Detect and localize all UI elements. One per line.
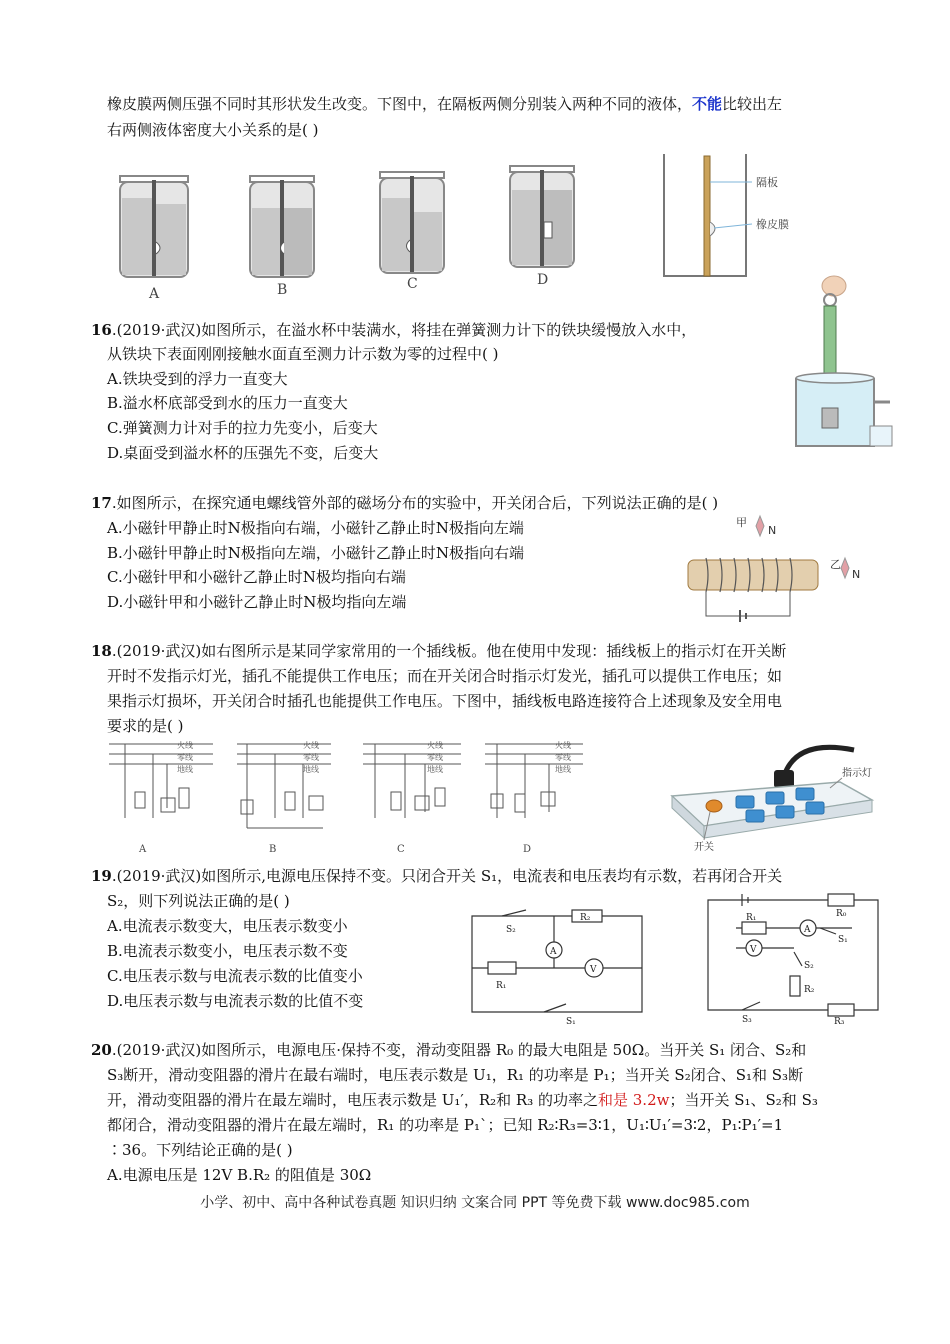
q20-line5: ∶36。下列结论正确的是( ) bbox=[107, 1141, 293, 1159]
ammeter-a-2: A bbox=[804, 925, 811, 935]
circuit-label-a: A bbox=[139, 844, 147, 855]
q15-line1: 橡皮膜两侧压强不同时其形状发生改变。下图中，在隔板两侧分别装入两种不同的液体，不能比较出左 bbox=[107, 95, 783, 113]
wire-label-live-a: 火线 bbox=[177, 741, 193, 750]
label-s1-2: S₁ bbox=[838, 935, 848, 945]
spring-scale bbox=[824, 306, 836, 376]
q18-line1: 18.(2019·武汉)如右图所示是某同学家常用的一个插线板。他在使用中发现：插线板上的指示灯在开关断 bbox=[91, 642, 787, 660]
q19-option-b: B.电流表示数变小，电压表示数不变 bbox=[107, 942, 348, 960]
q16-option-d: D.桌面受到溢水杯的压强先不变，后变大 bbox=[107, 444, 379, 462]
circuit-label-b: B bbox=[269, 844, 277, 855]
q20-line2: S₃断开，滑动变阻器的滑片在最右端时，电压表示数是 U₁，R₁ 的功率是 P₁；当开关 S₂闭合、S₁和 S₃断 bbox=[107, 1066, 804, 1084]
wire-label-ground-c: 地线 bbox=[427, 765, 443, 774]
q16-option-c: C.弹簧测力计对手的拉力先变小，后变大 bbox=[107, 419, 378, 437]
label-switch: 开关 bbox=[694, 842, 714, 852]
label-yi: 乙 bbox=[830, 558, 841, 571]
beaker-label-a: A bbox=[149, 286, 160, 300]
q19-circuit-1 bbox=[462, 908, 652, 1026]
q15-partition-figure bbox=[660, 152, 800, 282]
wire-label-neutral-a: 零线 bbox=[177, 753, 193, 762]
q17-option-b: B.小磁针甲静止时N极指向左端，小磁针乙静止时N极指向右端 bbox=[107, 544, 525, 562]
q20-options: A.电源电压是 12V B.R₂ 的阻值是 30Ω bbox=[107, 1166, 372, 1184]
wire-label-live-c: 火线 bbox=[427, 741, 443, 750]
q18-circuit-figure bbox=[105, 738, 625, 858]
beaker-d bbox=[510, 166, 574, 267]
q17-solenoid-figure bbox=[680, 512, 870, 632]
label-s3: S₃ bbox=[742, 1015, 752, 1024]
iron-block bbox=[822, 408, 838, 428]
q17-line1: 17.如图所示，在探究通电螺线管外部的磁场分布的实验中，开关闭合后，下列说法正确的是( ) bbox=[91, 494, 719, 512]
beaker-label-b: B bbox=[277, 282, 288, 298]
small-beaker bbox=[870, 426, 892, 446]
q18-line2: 开时不发指示灯光，插孔不能提供工作电压；而在开关闭合时指示灯发光，插孔可以提供工作电压；如 bbox=[107, 667, 783, 685]
wire-label-live-b: 火线 bbox=[303, 741, 319, 750]
q18-line4: 要求的是( ) bbox=[107, 717, 184, 735]
q19-line1: 19.(2019·武汉)如图所示,电源电压保持不变。只闭合开关 S₁，电流表和电压表均有示数，若再闭合开关 bbox=[91, 867, 783, 885]
wire-label-live-d: 火线 bbox=[555, 741, 571, 750]
wire-label-ground-a: 地线 bbox=[177, 765, 193, 774]
q19-option-d: D.电压表示数与电流表示数的比值不变 bbox=[107, 992, 364, 1010]
label-r2: R₂ bbox=[580, 913, 591, 923]
label-s2: S₂ bbox=[506, 925, 516, 935]
switch-button bbox=[706, 800, 722, 812]
beaker-a bbox=[120, 176, 188, 277]
wire-label-neutral-c: 零线 bbox=[427, 753, 443, 762]
label-r2-2: R₂ bbox=[804, 985, 815, 995]
q16-option-a: A.铁块受到的浮力一直变大 bbox=[107, 370, 288, 388]
label-r3: R₃ bbox=[834, 1017, 845, 1024]
q17-option-a: A.小磁针甲静止时N极指向右端，小磁针乙静止时N极指向左端 bbox=[107, 519, 524, 537]
circuit-label-d: D bbox=[523, 844, 532, 855]
label-indicator: 指示灯 bbox=[842, 768, 872, 779]
label-s2-2: S₂ bbox=[804, 961, 814, 971]
ammeter-a: A bbox=[550, 947, 557, 957]
q17-option-d: D.小磁针甲和小磁针乙静止时N极均指向左端 bbox=[107, 593, 407, 611]
label-r1: R₁ bbox=[496, 981, 507, 991]
q20-line3: 开，滑动变阻器的滑片在最左端时，电压表示数是 U₁′，R₂和 R₃ 的功率之和是 3.2w；当开关 S₁、S₂和 S₃ bbox=[107, 1091, 818, 1109]
label-jia: 甲 bbox=[736, 516, 747, 529]
q16-line2: 从铁块下表面刚刚接触水面直至测力计示数为零的过程中( ) bbox=[107, 345, 499, 363]
emphasis-not: 不能 bbox=[692, 95, 723, 113]
circuit-c bbox=[363, 744, 461, 818]
circuit-label-c: C bbox=[397, 844, 405, 855]
q18-line3: 果指示灯损坏，开关闭合时插孔也能提供工作电压。下图中，插线板电路连接符合上述现象及安全用电 bbox=[107, 692, 783, 710]
q17-option-c: C.小磁针甲和小磁针乙静止时N极均指向右端 bbox=[107, 568, 406, 586]
wire-label-ground-b: 地线 bbox=[303, 765, 319, 774]
q20-line1: 20.(2019·武汉)如图所示，电源电压·保持不变，滑动变阻器 R₀ 的最大电阻是 50Ω。当开关 S₁ 闭合、S₂和 bbox=[91, 1041, 807, 1059]
label-membrane: 橡皮膜 bbox=[756, 218, 789, 231]
plug bbox=[774, 770, 794, 788]
q19-circuit-2 bbox=[702, 892, 884, 1024]
beaker-b bbox=[250, 176, 314, 277]
q19-option-a: A.电流表示数变大，电压表示数变小 bbox=[107, 917, 348, 935]
hand bbox=[822, 276, 846, 296]
q16-option-b: B.溢水杯底部受到水的压力一直变大 bbox=[107, 394, 348, 412]
compass-needle-jia bbox=[756, 516, 764, 536]
circuit-a bbox=[109, 744, 213, 818]
power-sum-highlight: 和是 3.2w bbox=[597, 1091, 670, 1109]
wire-label-neutral-d: 零线 bbox=[555, 753, 571, 762]
label-n-jia: N bbox=[768, 524, 777, 537]
beaker-c bbox=[380, 172, 444, 273]
beaker-label-d: D bbox=[537, 272, 549, 288]
label-partition: 隔板 bbox=[756, 176, 778, 189]
q15-line2: 右两侧液体密度大小关系的是( ) bbox=[107, 121, 319, 139]
label-s1: S₁ bbox=[566, 1017, 576, 1026]
beaker-label-c: C bbox=[407, 276, 418, 292]
q20-line4: 都闭合，滑动变阻器的滑片在最左端时，R₁ 的功率是 P₁`；已知 R₂∶R₃=3∶1，U₁∶U₁′=3∶2，P₁∶P₁′=1 bbox=[107, 1116, 784, 1134]
wire-label-neutral-b: 零线 bbox=[303, 753, 319, 762]
label-n-yi: N bbox=[852, 568, 861, 581]
label-r0: R₀ bbox=[836, 909, 847, 919]
q16-line1: 16.(2019·武汉)如图所示，在溢水杯中装满水，将挂在弹簧测力计下的铁块缓慢放入水中， bbox=[91, 321, 697, 339]
q18-power-strip-figure bbox=[664, 740, 880, 852]
label-r1-2: R₁ bbox=[746, 913, 757, 923]
q15-beaker-figure bbox=[112, 160, 582, 300]
q19-line2: S₂，则下列说法正确的是( ) bbox=[107, 892, 290, 910]
q19-option-c: C.电压表示数与电流表示数的比值变小 bbox=[107, 967, 363, 985]
q16-overflow-cup-figure bbox=[790, 268, 900, 453]
page-footer: 小学、初中、高中各种试卷真题 知识归纳 文案合同 PPT 等免费下载 www.doc985.com bbox=[200, 1195, 750, 1211]
voltmeter-v-2: V bbox=[750, 945, 757, 955]
compass-needle-yi bbox=[841, 558, 849, 578]
wire-label-ground-d: 地线 bbox=[555, 765, 571, 774]
voltmeter-v: V bbox=[590, 965, 597, 975]
